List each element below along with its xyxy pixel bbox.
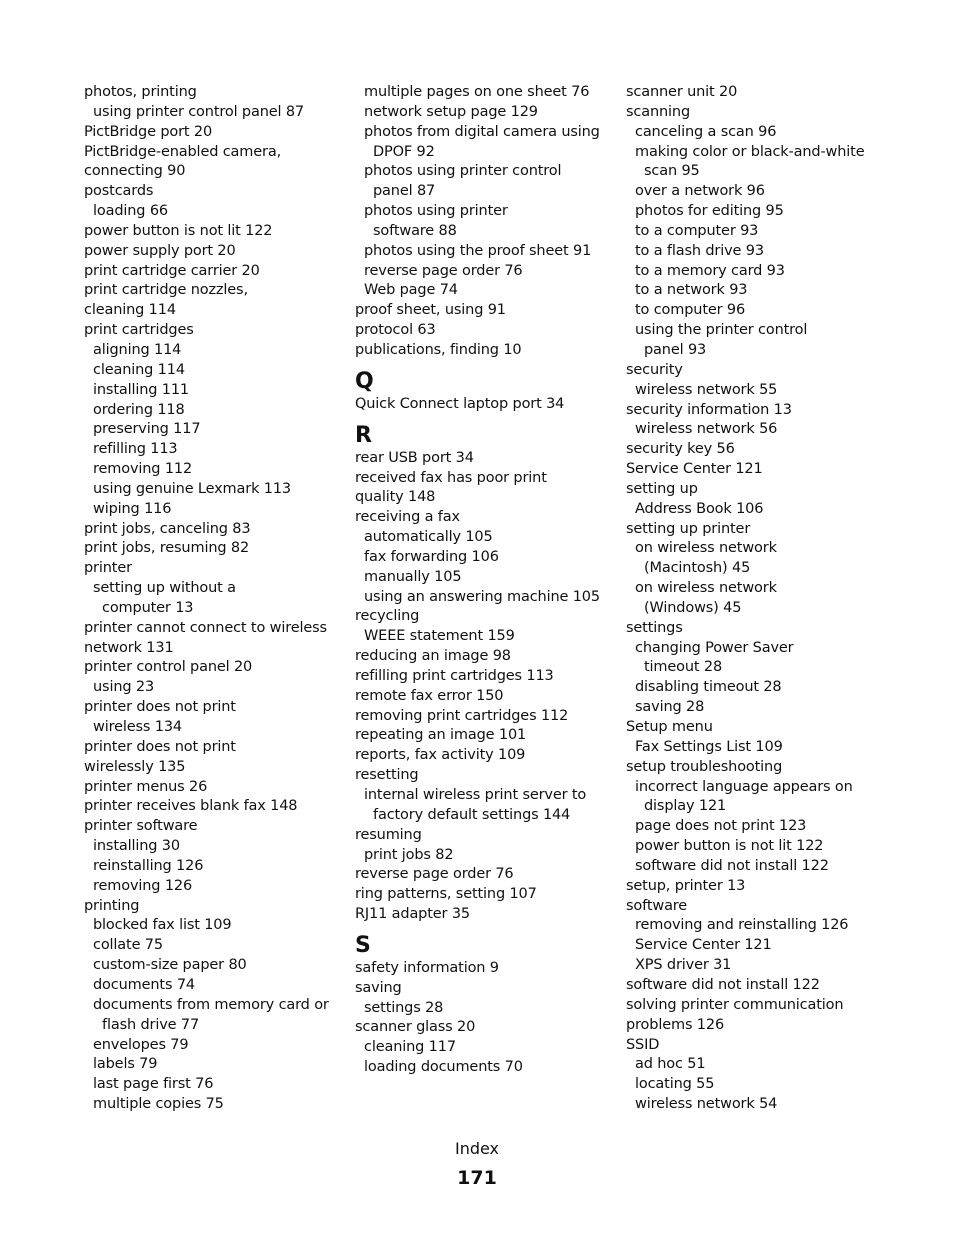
index-column-1 (84, 83, 354, 1115)
index-subentry: print jobs 82 (364, 846, 454, 863)
index-entry: rear USB port 34 (355, 449, 474, 466)
index-entry: reports, fax activity 109 (355, 747, 526, 764)
index-entry: SSID (626, 1036, 660, 1053)
index-entry: postcards (84, 183, 154, 200)
index-subentry: using the printer control (635, 322, 808, 339)
index-letter-heading: R (355, 422, 372, 448)
index-entry: security (626, 361, 683, 378)
index-subentry: DPOF 92 (373, 143, 435, 160)
index-entry: network 131 (84, 639, 174, 656)
index-subentry: factory default settings 144 (373, 806, 571, 823)
index-entry: printer does not print (84, 699, 236, 716)
index-entry: scanner unit 20 (626, 84, 738, 100)
index-entry: printer receives blank fax 148 (84, 798, 298, 815)
index-subentry: last page first 76 (93, 1076, 214, 1093)
index-subentry: using 23 (93, 679, 155, 696)
index-subentry: to a computer 93 (635, 222, 759, 239)
index-subentry: to computer 96 (635, 302, 746, 319)
index-subentry: envelopes 79 (93, 1036, 189, 1053)
index-subentry: aligning 114 (93, 341, 182, 358)
index-entry: setup, printer 13 (626, 877, 746, 894)
index-entry: power supply port 20 (84, 242, 236, 259)
index-subentry: removing and reinstalling 126 (635, 917, 849, 934)
index-subentry: settings 28 (364, 999, 444, 1016)
index-entry: setting up (626, 480, 698, 497)
index-entry: power button is not lit 122 (84, 222, 273, 239)
index-entry: print cartridge nozzles, (84, 282, 248, 299)
index-subentry: reverse page order 76 (364, 262, 523, 279)
index-subentry: internal wireless print server to (364, 787, 587, 803)
index-entry: resuming (355, 826, 422, 843)
index-entry: print jobs, canceling 83 (84, 520, 251, 537)
index-entry: Service Center 121 (626, 461, 763, 478)
index-subentry: Service Center 121 (635, 937, 772, 954)
footer-section-label: Index (454, 1139, 500, 1158)
index-entry: print jobs, resuming 82 (84, 540, 250, 557)
index-subentry: Fax Settings List 109 (635, 738, 783, 755)
index-subentry: documents 74 (93, 976, 195, 993)
index-entry: printer cannot connect to wireless (84, 619, 327, 636)
index-subentry: WEEE statement 159 (364, 628, 515, 645)
index-entry: settings (626, 619, 683, 636)
index-entry: ring patterns, setting 107 (355, 886, 537, 903)
index-subentry: locating 55 (635, 1076, 715, 1093)
index-entry: printer menus 26 (84, 778, 208, 795)
index-entry: scanner glass 20 (355, 1019, 476, 1036)
index-subentry: photos using printer (364, 203, 508, 220)
index-subentry: using genuine Lexmark 113 (93, 480, 292, 497)
index-subentry: photos for editing 95 (635, 203, 784, 220)
index-subentry: loading 66 (93, 203, 168, 220)
index-subentry: manually 105 (364, 568, 462, 585)
index-entry: proof sheet, using 91 (355, 302, 506, 319)
index-entry: wirelessly 135 (84, 758, 186, 775)
index-entry: remote fax error 150 (355, 687, 504, 704)
index-entry: solving printer communication (626, 996, 844, 1013)
index-entry: resetting (355, 767, 419, 784)
index-subentry: custom-size paper 80 (93, 957, 247, 974)
index-entry: protocol 63 (355, 322, 436, 339)
index-entry: safety information 9 (355, 959, 499, 976)
index-subentry: over a network 96 (635, 183, 765, 200)
index-subentry: disabling timeout 28 (635, 679, 782, 696)
index-subentry: network setup page 129 (364, 103, 538, 120)
index-subentry: page does not print 123 (635, 818, 807, 835)
index-entry: cleaning 114 (84, 302, 176, 319)
index-entry: print cartridge carrier 20 (84, 262, 260, 279)
index-entry: publications, finding 10 (355, 341, 522, 358)
index-subentry: changing Power Saver (635, 639, 794, 656)
index-entry: reverse page order 76 (355, 866, 514, 883)
index-subentry: display 121 (644, 798, 727, 815)
index-entry: printer (84, 560, 132, 577)
index-subentry: wiping 116 (93, 500, 172, 517)
index-subentry: power button is not lit 122 (635, 838, 824, 855)
index-subentry: (Windows) 45 (644, 599, 742, 616)
index-subentry: multiple pages on one sheet 76 (364, 84, 590, 100)
index-subentry: wireless network 56 (635, 421, 778, 438)
index-subentry: to a memory card 93 (635, 262, 785, 279)
index-subentry: using printer control panel 87 (93, 103, 304, 120)
index-subentry: photos using printer control (364, 163, 562, 180)
index-subentry: installing 111 (93, 381, 190, 398)
index-entry: connecting 90 (84, 163, 186, 180)
index-subentry: ad hoc 51 (635, 1056, 706, 1073)
index-entry: repeating an image 101 (355, 727, 527, 744)
index-entry: quality 148 (355, 489, 436, 506)
index-entry: received fax has poor print (355, 469, 547, 486)
index-subentry: ordering 118 (93, 401, 185, 418)
index-subentry: scan 95 (644, 163, 700, 180)
index-subentry: panel 87 (373, 183, 436, 200)
index-subentry: making color or black-and-white (635, 143, 865, 160)
index-subentry: refilling 113 (93, 441, 178, 458)
index-subentry: photos from digital camera using (364, 123, 600, 140)
index-entry: setup troubleshooting (626, 758, 783, 775)
index-subentry: XPS driver 31 (635, 957, 732, 974)
index-subentry: multiple copies 75 (93, 1096, 224, 1113)
index-subentry: fax forwarding 106 (364, 548, 499, 565)
index-subentry: collate 75 (93, 937, 163, 954)
index-subentry: loading documents 70 (364, 1059, 523, 1076)
index-subentry: removing 126 (93, 877, 193, 894)
index-subentry: wireless network 54 (635, 1096, 778, 1113)
index-subentry: using an answering machine 105 (364, 588, 600, 605)
index-entry: PictBridge-enabled camera, (84, 143, 282, 160)
index-entry: security information 13 (626, 401, 792, 418)
index-subentry: photos using the proof sheet 91 (364, 242, 592, 259)
index-subentry: computer 13 (102, 599, 194, 616)
index-entry: software did not install 122 (626, 976, 820, 993)
index-subentry: flash drive 77 (102, 1016, 200, 1033)
index-entry: problems 126 (626, 1016, 725, 1033)
index-subentry: cleaning 114 (93, 361, 185, 378)
index-entry: printer control panel 20 (84, 659, 253, 676)
index-letter-heading: Q (355, 368, 374, 394)
index-subentry: to a network 93 (635, 282, 748, 299)
index-letter-heading: S (355, 932, 371, 958)
index-subentry: timeout 28 (644, 659, 723, 676)
index-subentry: Address Book 106 (635, 500, 764, 517)
index-entry: software (626, 897, 688, 914)
index-entry: removing print cartridges 112 (355, 707, 569, 724)
index-subentry: automatically 105 (364, 529, 493, 546)
index-subentry: setting up without a (93, 580, 236, 597)
index-entry: printing (84, 897, 140, 914)
index-entry: receiving a fax (355, 509, 460, 526)
index-entry: Setup menu (626, 719, 713, 735)
index-entry: Quick Connect laptop port 34 (355, 395, 565, 412)
index-subentry: incorrect language appears on (635, 778, 853, 795)
index-entry: printer does not print (84, 738, 236, 755)
index-subentry: wireless 134 (93, 719, 182, 735)
index-subentry: on wireless network (635, 540, 777, 557)
index-entry: reducing an image 98 (355, 648, 511, 665)
index-subentry: (Macintosh) 45 (644, 560, 751, 577)
index-subentry: wireless network 55 (635, 381, 778, 398)
index-entry: printer software (84, 818, 198, 835)
index-subentry: labels 79 (93, 1056, 158, 1073)
index-subentry: panel 93 (644, 341, 707, 358)
index-entry: scanning (626, 103, 691, 120)
index-subentry: on wireless network (635, 580, 777, 597)
index-subentry: to a flash drive 93 (635, 242, 764, 259)
index-entry: refilling print cartridges 113 (355, 667, 554, 684)
index-subentry: cleaning 117 (364, 1039, 456, 1056)
page-number: 171 (457, 1167, 497, 1189)
index-subentry: software did not install 122 (635, 857, 829, 874)
index-subentry: documents from memory card or (93, 996, 329, 1013)
index-subentry: canceling a scan 96 (635, 123, 777, 140)
index-subentry: saving 28 (635, 699, 705, 716)
index-entry: RJ11 adapter 35 (355, 906, 470, 923)
index-column-2 (355, 83, 625, 1078)
index-subentry: blocked fax list 109 (93, 917, 232, 934)
index-entry: saving (355, 979, 402, 996)
index-subentry: preserving 117 (93, 421, 201, 438)
index-subentry: Web page 74 (364, 282, 458, 299)
index-subentry: reinstalling 126 (93, 857, 204, 874)
index-entry: recycling (355, 608, 420, 625)
index-entry: security key 56 (626, 441, 735, 458)
index-column-3 (626, 83, 876, 1115)
index-entry: PictBridge port 20 (84, 123, 213, 140)
index-entry: print cartridges (84, 322, 194, 339)
index-subentry: removing 112 (93, 461, 193, 478)
index-subentry: software 88 (373, 222, 457, 239)
index-subentry: installing 30 (93, 838, 180, 855)
index-entry: photos, printing (84, 84, 197, 100)
index-entry: setting up printer (626, 520, 751, 537)
